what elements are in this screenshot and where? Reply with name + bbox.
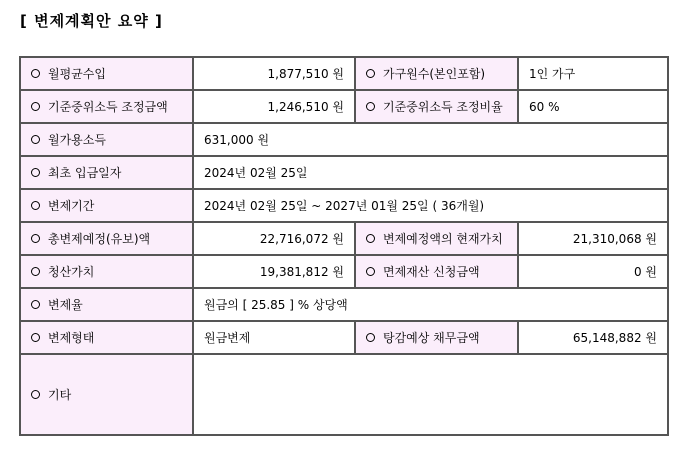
expected-debt-forgiveness-value: 65,148,882 원 (518, 321, 668, 354)
circle-bullet-icon (31, 69, 40, 78)
table-row (20, 90, 668, 123)
circle-bullet-icon (31, 234, 40, 243)
table-row (20, 321, 668, 354)
median-income-adjusted-ratio-value: 60 % (518, 90, 668, 123)
liquidation-value-label: 청산가치 (20, 255, 193, 288)
circle-bullet-icon (31, 300, 40, 309)
page-title: [ 변제계획안 요약 ] (20, 12, 163, 30)
repayment-period-label: 변제기간 (20, 189, 193, 222)
monthly-disposable-income-value: 631,000 원 (193, 123, 668, 156)
expected-debt-forgiveness-label: 탕감예상 채무금액 (355, 321, 518, 354)
circle-bullet-icon (31, 267, 40, 276)
monthly-disposable-income-label: 월가용소득 (20, 123, 193, 156)
median-income-adjusted-ratio-label: 기준중위소득 조정비율 (355, 90, 518, 123)
repayment-type-label: 변제형태 (20, 321, 193, 354)
other-label: 기타 (20, 354, 193, 435)
circle-bullet-icon (366, 69, 375, 78)
household-size-label: 가구원수(본인포함) (355, 57, 518, 90)
circle-bullet-icon (366, 333, 375, 342)
circle-bullet-icon (31, 201, 40, 210)
table-row (20, 255, 668, 288)
circle-bullet-icon (31, 102, 40, 111)
household-size-value: 1인 가구 (518, 57, 668, 90)
circle-bullet-icon (366, 267, 375, 276)
total-scheduled-repayment-label: 총변제예정(유보)액 (20, 222, 193, 255)
first-payment-date-value: 2024년 02월 25일 (193, 156, 668, 189)
present-value-value: 21,310,068 원 (518, 222, 668, 255)
liquidation-value-value: 19,381,812 원 (193, 255, 355, 288)
monthly-average-income-label: 월평균수입 (20, 57, 193, 90)
median-income-adjusted-amount-value: 1,246,510 원 (193, 90, 355, 123)
exempt-property-amount-value: 0 원 (518, 255, 668, 288)
monthly-average-income-value: 1,877,510 원 (193, 57, 355, 90)
circle-bullet-icon (31, 333, 40, 342)
table-row (20, 354, 668, 435)
repayment-plan-summary-table (19, 56, 669, 436)
table-row (20, 288, 668, 321)
median-income-adjusted-amount-label: 기준중위소득 조정금액 (20, 90, 193, 123)
table-row (20, 57, 668, 90)
circle-bullet-icon (366, 234, 375, 243)
table-row (20, 123, 668, 156)
repayment-rate-label: 변제율 (20, 288, 193, 321)
present-value-label: 변제예정액의 현재가치 (355, 222, 518, 255)
repayment-type-value: 원금변제 (193, 321, 355, 354)
table-row (20, 156, 668, 189)
circle-bullet-icon (31, 390, 40, 399)
repayment-period-value: 2024년 02월 25일 ~ 2027년 01월 25일 ( 36개월) (193, 189, 668, 222)
first-payment-date-label: 최초 입금일자 (20, 156, 193, 189)
table-row (20, 189, 668, 222)
circle-bullet-icon (366, 102, 375, 111)
table-row (20, 222, 668, 255)
circle-bullet-icon (31, 168, 40, 177)
other-value (193, 354, 668, 435)
repayment-rate-value: 원금의 [ 25.85 ] % 상당액 (193, 288, 668, 321)
circle-bullet-icon (31, 135, 40, 144)
total-scheduled-repayment-value: 22,716,072 원 (193, 222, 355, 255)
exempt-property-amount-label: 면제재산 신청금액 (355, 255, 518, 288)
